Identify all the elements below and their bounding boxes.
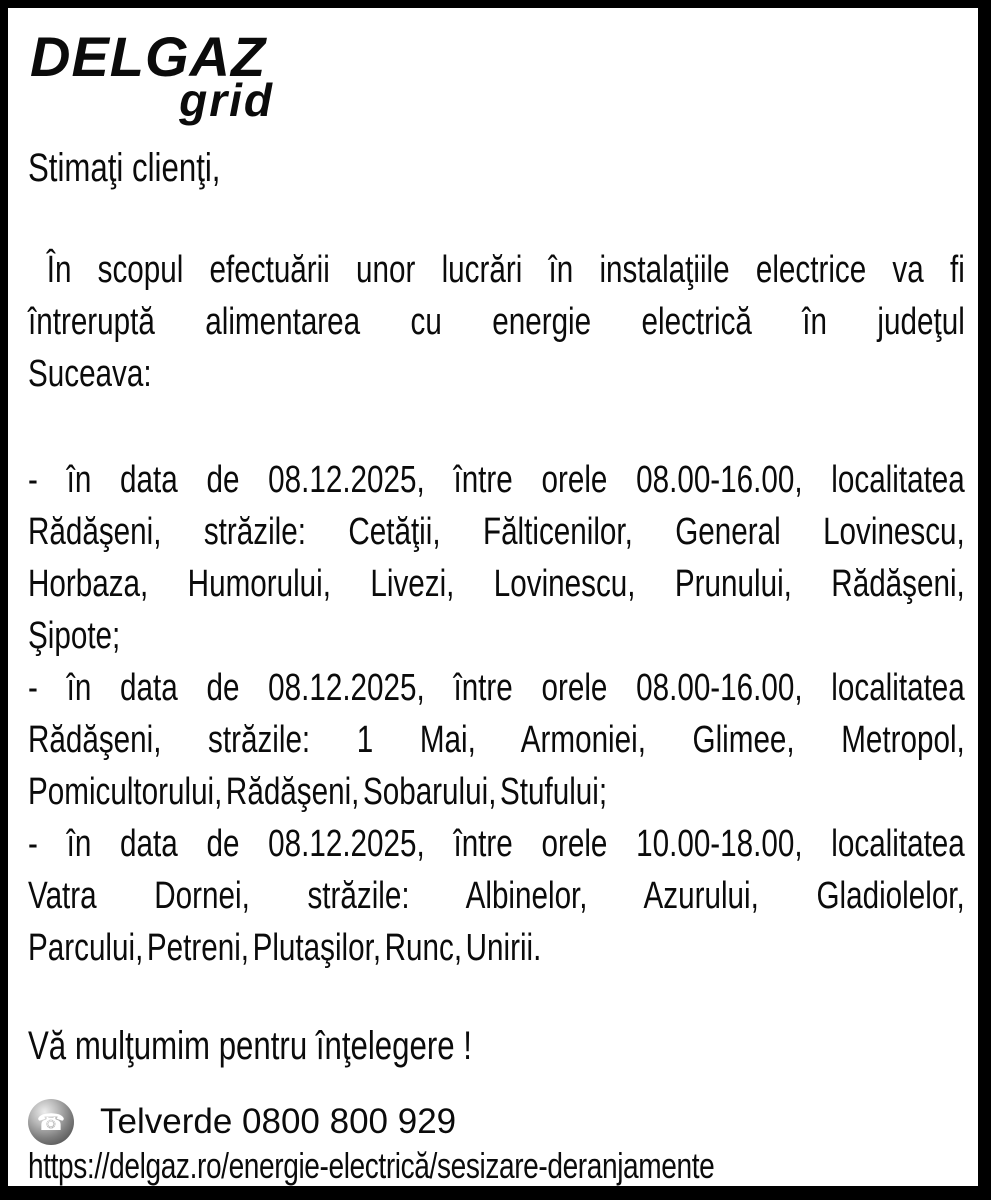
outage-item-radaseni-2 bbox=[28, 662, 965, 818]
outage-item-radaseni-1 bbox=[28, 454, 965, 662]
intro-line-1: În scopul efectuării unor lucrări în instalaţiile electrice va fi bbox=[46, 249, 965, 291]
outage-1-line-2: Rădăşeni, străzile: Cetăţii, Fălticenilor, General Lovinescu, bbox=[28, 511, 965, 553]
outage-3-line-2: Vatra Dornei, străzile: Albinelor, Azurului, Gladiolelor, bbox=[28, 875, 965, 917]
outage-1-line-4: Şipote; bbox=[28, 615, 121, 657]
intro-line-2: întreruptă alimentarea cu energie electrică în judeţul bbox=[28, 301, 965, 343]
outage-1-line-1: - în data de 08.12.2025, între orele 08.00-16.00, localitatea bbox=[28, 459, 965, 501]
outage-2-line-1: - în data de 08.12.2025, între orele 08.00-16.00, localitatea bbox=[28, 667, 965, 709]
phone-contact-row bbox=[28, 1098, 965, 1146]
intro-paragraph bbox=[28, 244, 965, 400]
logo-brand-text: DELGAZ bbox=[30, 25, 267, 88]
telverde-phone-number: Telverde 0800 800 929 bbox=[100, 1102, 457, 1141]
outage-3-line-1: - în data de 08.12.2025, între orele 10.00-18.00, localitatea bbox=[28, 823, 965, 865]
outage-list bbox=[28, 454, 965, 974]
closing-text: Vă mulţumim pentru înţelegere ! bbox=[28, 1024, 472, 1068]
delgaz-grid-logo bbox=[30, 25, 274, 126]
outage-2-line-3: Pomicultorului, Rădăşeni, Sobarului, Stufului; bbox=[28, 771, 608, 813]
telephone-glyph: ☎ bbox=[36, 1109, 66, 1136]
telephone-icon bbox=[28, 1099, 74, 1145]
outage-item-vatra-dornei bbox=[28, 818, 965, 974]
outage-1-line-3: Horbaza, Humorului, Livezi, Lovinescu, Prunului, Rădăşeni, bbox=[28, 563, 965, 605]
logo-product-text: grid bbox=[179, 74, 274, 126]
outage-2-line-2: Rădăşeni, străzile: 1 Mai, Armoniei, Glimee, Metropol, bbox=[28, 719, 965, 761]
outage-3-line-3: Parcului, Petreni, Plutaşilor, Runc, Unirii. bbox=[28, 927, 542, 969]
notice-content bbox=[8, 25, 978, 1186]
greeting-text: Stimaţi clienţi, bbox=[28, 146, 221, 190]
intro-line-3: Suceava: bbox=[28, 353, 152, 395]
report-outage-url: https://delgaz.ro/energie-electrică/sesizare-deranjamente bbox=[28, 1145, 715, 1186]
